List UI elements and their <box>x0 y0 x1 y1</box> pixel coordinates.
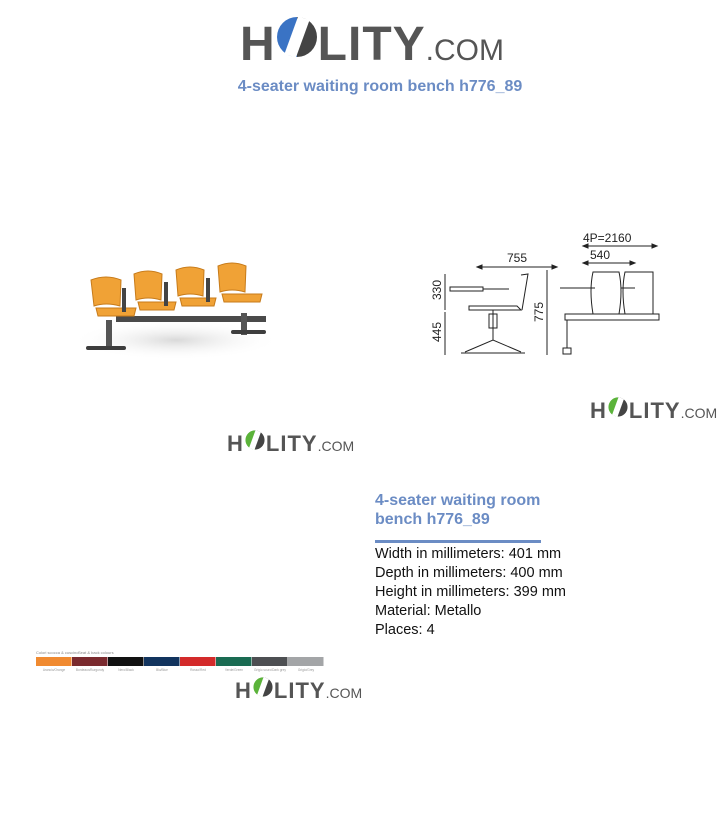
brand-name-start: H <box>590 398 607 423</box>
color-swatch-label: Verde/Green <box>224 668 244 672</box>
seat-height-dimension: 445 <box>430 321 444 342</box>
brand-suffix: .COM <box>680 405 718 421</box>
color-swatch-label: Arancio/Orange <box>42 668 66 672</box>
brand-suffix: .COM <box>317 438 355 454</box>
swatches-header-right: Seat & back colours <box>78 650 114 655</box>
spec-width: Width in millimeters: 401 mm <box>375 546 562 562</box>
brand-name-end: LITY <box>317 18 426 71</box>
spec-list <box>375 545 566 640</box>
color-swatch <box>108 657 144 666</box>
color-swatch-label: Rosso/Red <box>190 668 206 672</box>
color-swatch <box>144 657 180 666</box>
logo-o-icon <box>253 676 273 698</box>
swatches-header-left: Colori scocca & cuscino <box>36 650 79 655</box>
bench-photo <box>76 258 286 363</box>
spec-height: Height in millimeters: 399 mm <box>375 584 566 600</box>
brand-name-end: LITY <box>265 431 318 456</box>
color-swatch-label: Bordeaux/Burgundy <box>75 668 105 672</box>
spec-material: Material: Metallo <box>375 603 482 619</box>
color-swatch <box>72 657 108 666</box>
brand-logo-small[interactable] <box>590 396 717 424</box>
brand-logo-small[interactable] <box>235 676 362 704</box>
total-height-dimension: 775 <box>532 301 546 322</box>
technical-drawing <box>425 230 685 365</box>
color-swatches <box>36 650 326 672</box>
upper-height-dimension: 330 <box>430 279 444 300</box>
color-swatch-label: Grigio scuro/Dark grey <box>254 668 286 672</box>
color-swatch <box>36 657 72 666</box>
color-swatch-label: Blu/Blue <box>156 668 168 672</box>
page-title: 4-seater waiting room bench h776_89 <box>237 78 523 95</box>
color-swatch <box>216 657 252 666</box>
depth-dimension: 755 <box>507 251 528 265</box>
brand-name-end: LITY <box>628 398 681 423</box>
color-swatch <box>180 657 216 666</box>
seat-width-dimension: 540 <box>590 248 611 262</box>
color-swatch <box>252 657 288 666</box>
spec-places: Places: 4 <box>375 622 435 638</box>
logo-o-icon <box>277 14 317 60</box>
spec-depth: Depth in millimeters: 400 mm <box>375 565 563 581</box>
spec-title: 4-seater waiting room bench h776_89 <box>375 492 541 528</box>
logo-o-icon <box>608 396 628 418</box>
color-swatch <box>288 657 324 666</box>
brand-logo-small[interactable] <box>227 429 354 457</box>
brand-suffix: .COM <box>425 34 504 67</box>
brand-name-start: H <box>240 18 276 71</box>
color-swatch-label: Grigio/Grey <box>297 668 315 672</box>
spec-divider <box>375 540 541 543</box>
logo-o-icon <box>245 429 265 451</box>
brand-name-end: LITY <box>273 678 326 703</box>
brand-name-start: H <box>227 431 244 456</box>
brand-logo[interactable] <box>240 14 504 72</box>
brand-suffix: .COM <box>325 685 363 701</box>
color-swatch-label: Nero/Black <box>118 668 134 672</box>
total-width-dimension: 4P=2160 <box>583 231 632 245</box>
brand-name-start: H <box>235 678 252 703</box>
